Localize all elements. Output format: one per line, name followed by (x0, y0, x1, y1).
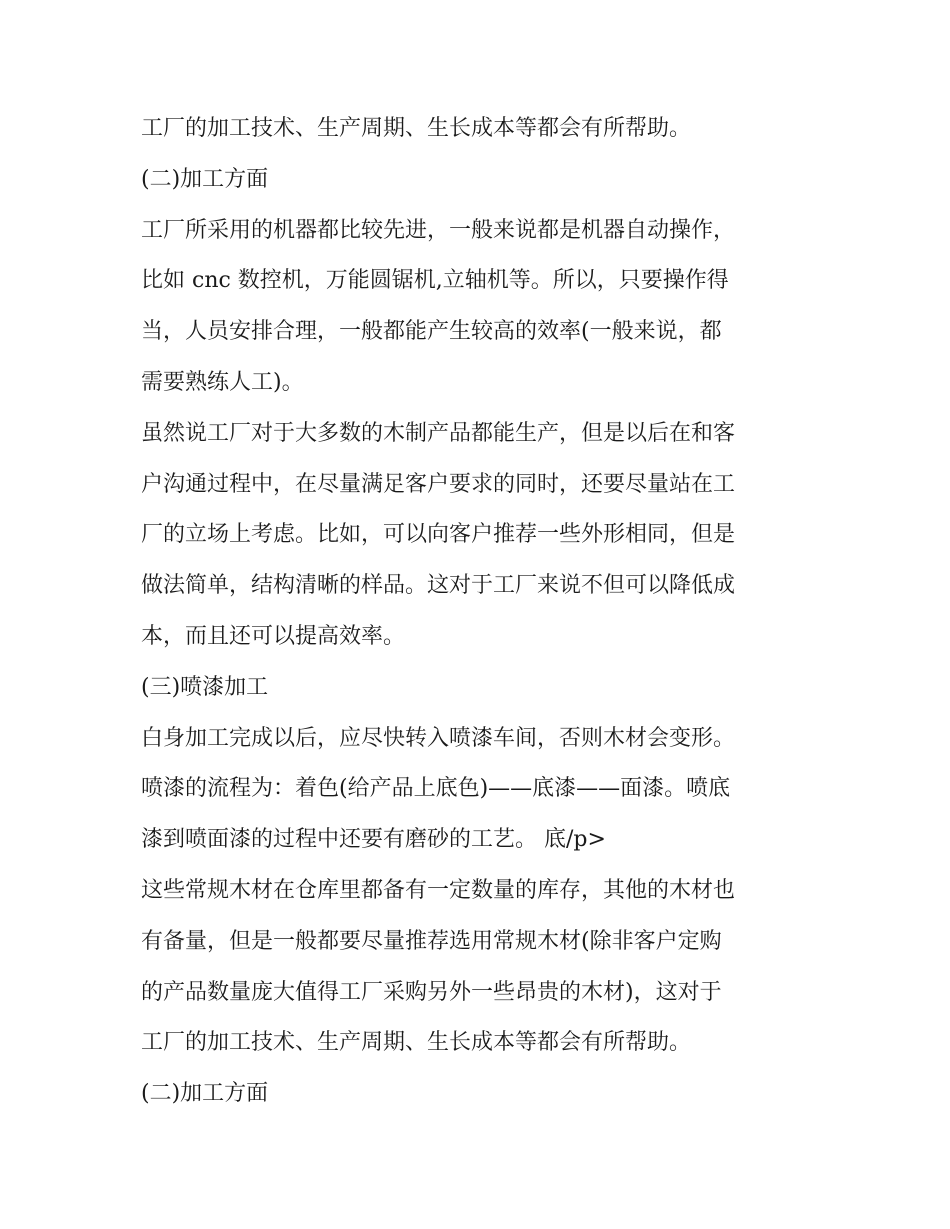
section-heading: (二)加工方面 (141, 1081, 269, 1107)
section-heading: (三)喷漆加工 (141, 674, 269, 700)
text-line: 的产品数量庞大值得工厂采购另外一些昂贵的木材)，这对于 (141, 979, 722, 1005)
text-line: 工厂的加工技术、生产周期、生长成本等都会有所帮助。 (141, 1030, 692, 1056)
text-line: 漆到喷面漆的过程中还要有磨砂的工艺。 底/p> (141, 827, 606, 853)
text-line: 白身加工完成以后，应尽快转入喷漆车间，否则木材会变形。 (141, 725, 736, 751)
text-line: 这些常规木材在仓库里都备有一定数量的库存，其他的木材也 (141, 877, 736, 903)
text-line: 需要熟练人工)。 (141, 369, 304, 395)
text-line: 当，人员安排合理，一般都能产生较高的效率(一般来说，都 (141, 319, 722, 345)
text-line: 比如 cnc 数控机，万能圆锯机,立轴机等。所以，只要操作得 (141, 268, 729, 294)
section-heading: (二)加工方面 (141, 166, 269, 192)
text-line: 喷漆的流程为：着色(给产品上底色)——底漆——面漆。喷底 (141, 776, 731, 802)
text-line: 虽然说工厂对于大多数的木制产品都能生产，但是以后在和客 (141, 420, 736, 446)
text-line: 工厂所采用的机器都比较先进，一般来说都是机器自动操作， (141, 217, 736, 243)
text-line: 有备量，但是一般都要尽量推荐选用常规木材(除非客户定购 (141, 928, 722, 954)
document-body (141, 104, 821, 1120)
text-line: 户沟通过程中，在尽量满足客户要求的同时，还要尽量站在工 (141, 471, 736, 497)
text-line: 工厂的加工技术、生产周期、生长成本等都会有所帮助。 (141, 116, 692, 141)
text-line: 本，而且还可以提高效率。 (141, 623, 406, 649)
text-line: 厂的立场上考虑。比如，可以向客户推荐一些外形相同，但是 (141, 522, 736, 548)
text-line: 做法简单，结构清晰的样品。这对于工厂来说不但可以降低成 (141, 573, 736, 599)
